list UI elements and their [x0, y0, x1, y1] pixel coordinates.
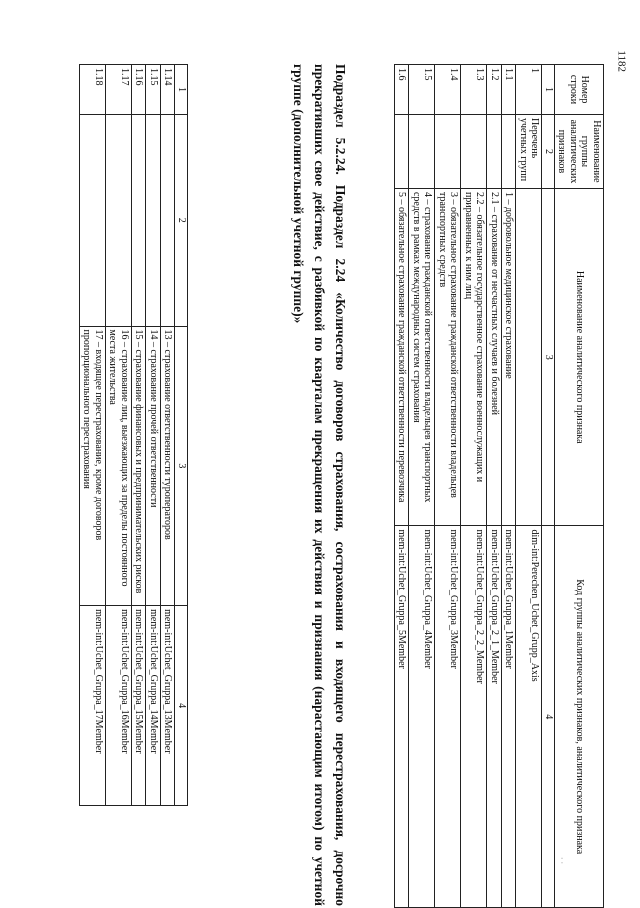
- group-name-cell: [161, 114, 176, 326]
- row-number: 1.18: [80, 65, 106, 115]
- group-name-cell: [502, 114, 517, 188]
- code-cell: mem-int:Uchet_Gruppa_4Member: [409, 526, 435, 908]
- code-cell: mem-int:Uchet_Gruppa_3Member: [435, 526, 461, 908]
- column-number: 2: [542, 114, 555, 188]
- table-continued: [79, 64, 188, 806]
- row-number: 1.14: [161, 65, 176, 115]
- code-cell: mem-int:Uchet_Gruppa_17Member: [80, 606, 106, 806]
- row-number: 1.6: [395, 65, 410, 115]
- column-header: Номер строки: [555, 65, 604, 115]
- page-number: 1182: [616, 50, 628, 72]
- table-row: [487, 65, 502, 908]
- code-cell: dim-int:Perechen_Uchet_Grupp_Axis: [516, 526, 542, 908]
- feature-name-cell: 2.2 – обязательное государственное страхование военнослужащих и приравненных к ним лиц: [461, 188, 487, 526]
- group-name-cell: [132, 114, 147, 326]
- group-name-cell: [80, 114, 106, 326]
- feature-name-cell: [516, 188, 542, 526]
- group-name-cell: [395, 114, 410, 188]
- table-row: [161, 65, 176, 806]
- column-number: 1: [175, 65, 188, 115]
- feature-name-cell: 1 – добровольное медицинское страхование: [502, 188, 517, 526]
- table-row: [516, 65, 542, 908]
- code-cell: mem-int:Uchet_Gruppa_5Member: [395, 526, 410, 908]
- row-number: 1.3: [461, 65, 487, 115]
- column-header: Наименование аналитического признака: [555, 188, 604, 526]
- code-cell: mem-int:Uchet_Gruppa_2_2_Member: [461, 526, 487, 908]
- feature-name-cell: 4 – страхование гражданской ответственности владельцев транспортных средств в рамках международных систем страхования: [409, 188, 435, 526]
- group-name-cell: [106, 114, 132, 326]
- feature-name-cell: 15 – страхование финансовых и предпринимательских рисков: [132, 326, 147, 606]
- code-cell: mem-int:Uchet_Gruppa_2_1_Member: [487, 526, 502, 908]
- column-number: 4: [175, 606, 188, 806]
- group-name-cell: [146, 114, 161, 326]
- table-row: [409, 65, 435, 908]
- footer-mark: · ·: [557, 856, 567, 865]
- column-number: 3: [542, 188, 555, 526]
- table-row: [80, 65, 106, 806]
- code-cell: mem-int:Uchet_Gruppa_16Member: [106, 606, 132, 806]
- header-row: [555, 65, 604, 908]
- feature-name-cell: 13 – страхование ответственности туроператоров: [161, 326, 176, 606]
- section-prefix: Подраздел 5.2.24. Подраздел 2.24: [333, 64, 348, 283]
- code-cell: mem-int:Uchet_Gruppa_13Member: [161, 606, 176, 806]
- table-row: [106, 65, 132, 806]
- feature-name-cell: 3 – обязательное страхование гражданской ответственности владельцев транспортных средств: [435, 188, 461, 526]
- group-name-cell: [487, 114, 502, 188]
- row-number: 1.15: [146, 65, 161, 115]
- code-cell: mem-int:Uchet_Gruppa_15Member: [132, 606, 147, 806]
- group-name-cell: [461, 114, 487, 188]
- table-row: [502, 65, 517, 908]
- feature-name-cell: 14 – страхование прочей ответственности: [146, 326, 161, 606]
- row-number: 1.5: [409, 65, 435, 115]
- code-cell: mem-int:Uchet_Gruppa_14Member: [146, 606, 161, 806]
- column-number: 4: [542, 526, 555, 908]
- group-name-cell: [435, 114, 461, 188]
- column-number-row: [175, 65, 188, 806]
- code-cell: mem-int:Uchet_Gruppa_1Member: [502, 526, 517, 908]
- table-row: [146, 65, 161, 806]
- column-header: Код группы аналитических признаков, аналитического признака: [555, 526, 604, 908]
- row-number: 1.17: [106, 65, 132, 115]
- column-header: Наименование группы аналитических признаков: [555, 114, 604, 188]
- row-number: 1.16: [132, 65, 147, 115]
- feature-name-cell: 16 – страхование лиц, выезжающих за пределы постоянного места жительства: [106, 326, 132, 606]
- feature-name-cell: 5 – обязательное страхование гражданской ответственности перевозчика: [395, 188, 410, 526]
- column-number-row: [542, 65, 555, 908]
- column-number: 3: [175, 326, 188, 606]
- section-heading: [287, 64, 350, 906]
- group-name-cell: [409, 114, 435, 188]
- feature-name-cell: 17 – входящее перестрахование, кроме договоров пропорционального перестрахования: [80, 326, 106, 606]
- table-row: [435, 65, 461, 908]
- section-title: «Количество договоров страхования, сострахования и входящего перестрахования, досрочно прекративших свое действие, с разбивкой по кварталам прекращения их действия и признания (нарастающим итогом) по учетной группе (дополнительной учетной группе)»: [291, 64, 348, 906]
- table-row: [132, 65, 147, 806]
- column-number: 1: [542, 65, 555, 115]
- row-number: 1.1: [502, 65, 517, 115]
- feature-name-cell: 2.1 – страхование от несчастных случаев и болезней: [487, 188, 502, 526]
- row-number: 1.2: [487, 65, 502, 115]
- column-number: 2: [175, 114, 188, 326]
- row-number: 1.4: [435, 65, 461, 115]
- group-name-cell: Перечень учетных групп: [516, 114, 542, 188]
- table-main: [394, 64, 604, 908]
- table-row: [395, 65, 410, 908]
- row-number: 1: [516, 65, 542, 115]
- table-row: [461, 65, 487, 908]
